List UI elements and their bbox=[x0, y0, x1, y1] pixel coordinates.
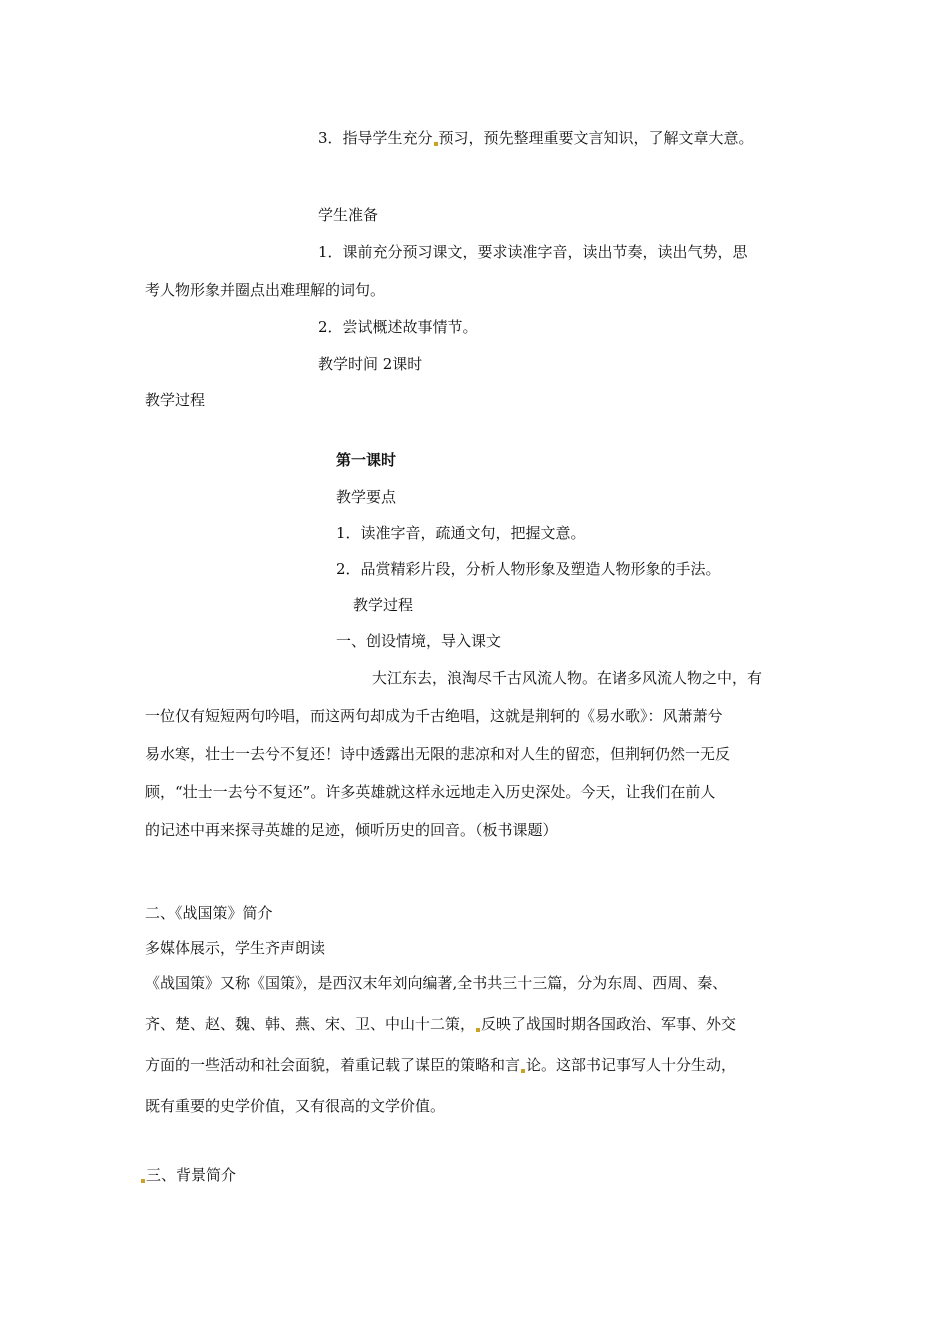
lesson-1-title: 第一课时 bbox=[336, 451, 397, 469]
section-2-line-2-text-a: 齐、楚、赵、魏、韩、燕、宋、卫、中山十二策， bbox=[145, 1015, 476, 1033]
section-3-heading-text: 三、背景简介 bbox=[146, 1166, 237, 1184]
teaching-time: 教学时间 2课时 bbox=[318, 355, 423, 373]
lesson-1-points-heading: 教学要点 bbox=[336, 488, 397, 506]
intro-paragraph-line: 的记述中再来探寻英雄的足迹，倾听历史的回音。（板书课题） bbox=[145, 821, 558, 839]
student-prep-item-2: 2．尝试概述故事情节。 bbox=[318, 318, 478, 336]
intro-paragraph-line: 一位仅有短短两句吟唱，而这两句却成为千古绝唱，这就是荆轲的《易水歌》：风萧萧兮 bbox=[145, 707, 723, 725]
prep-item-3-text-b: 预习，预先整理重要文言知识，了解文章大意。 bbox=[438, 129, 754, 147]
annotation-mark bbox=[434, 142, 438, 146]
annotation-mark bbox=[141, 1179, 145, 1183]
prep-item-3 bbox=[318, 128, 754, 148]
section-2-line-2 bbox=[145, 1014, 736, 1034]
annotation-mark bbox=[521, 1069, 525, 1073]
step-1-heading: 一、创设情境，导入课文 bbox=[336, 632, 502, 650]
section-2-line-3-text-b: 论。这部书记事写人十分生动， bbox=[526, 1056, 737, 1074]
lesson-1-point-2: 2．品赏精彩片段，分析人物形象及塑造人物形象的手法。 bbox=[336, 560, 721, 578]
section-2-media: 多媒体展示，学生齐声朗读 bbox=[145, 939, 326, 957]
lesson-1-point-1: 1．读准字音，疏通文句，把握文意。 bbox=[336, 524, 586, 542]
section-2-heading: 二、《战国策》简介 bbox=[145, 904, 273, 922]
section-2-line-3-text-a: 方面的一些活动和社会面貌，着重记载了谋臣的策略和言 bbox=[145, 1056, 521, 1074]
lesson-1-process: 教学过程 bbox=[353, 596, 414, 614]
student-prep-item-1-cont: 考人物形象并圈点出难理解的词句。 bbox=[145, 281, 386, 299]
intro-paragraph-line: 易水寒，壮士一去兮不复还！诗中透露出无限的悲凉和对人生的留恋，但荆轲仍然一无反 bbox=[145, 745, 731, 763]
annotation-mark bbox=[476, 1028, 480, 1032]
section-2-line-3 bbox=[145, 1055, 736, 1075]
section-2-line-1: 《战国策》又称《国策》，是西汉末年刘向编著,全书共三十三篇，分为东周、西周、秦、 bbox=[145, 974, 728, 992]
student-prep-heading: 学生准备 bbox=[318, 206, 379, 224]
intro-paragraph-line: 大江东去，浪淘尽千古风流人物。在诸多风流人物之中，有 bbox=[372, 669, 763, 687]
student-prep-item-1: 1．课前充分预习课文，要求读准字音，读出节奏，读出气势，思 bbox=[318, 243, 748, 261]
section-3-heading bbox=[140, 1165, 236, 1185]
prep-item-3-text-a: 3．指导学生充分 bbox=[318, 129, 433, 147]
section-2-line-2-text-b: 反映了战国时期各国政治、军事、外交 bbox=[481, 1015, 737, 1033]
intro-paragraph-line: 顾，“壮士一去兮不复还”。许多英雄就这样永远地走入历史深处。今天，让我们在前人 bbox=[145, 783, 716, 801]
section-2-line-4: 既有重要的史学价值，又有很高的文学价值。 bbox=[145, 1097, 446, 1115]
process-heading: 教学过程 bbox=[145, 391, 206, 409]
